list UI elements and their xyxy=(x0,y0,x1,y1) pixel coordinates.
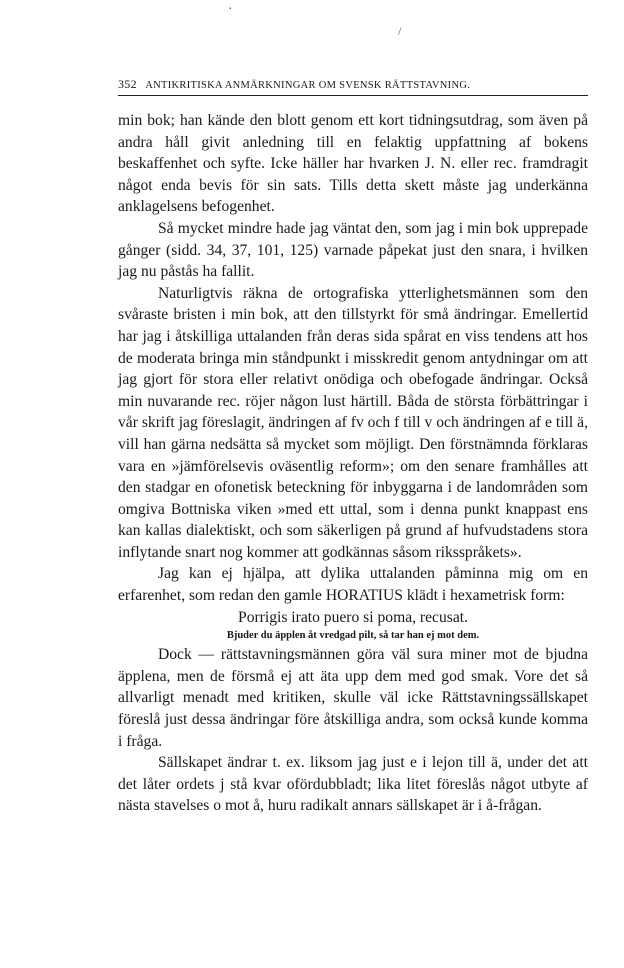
paragraph: min bok; han kände den blott genom ett kort tidningsutdrag, som även på andra håll givit anledning till en felaktig uppfattning af bokens beskaffenhet och syfte. Icke häller har hvarken J. N. eller rec. framdragit något enda bevis för sin sats. Tills detta skett måste jag underkänna anklagelsens befogenhet. xyxy=(118,112,588,216)
page-body xyxy=(118,110,588,817)
scan-dot-mark: · xyxy=(228,2,233,17)
verse-translation: Bjuder du äpplen åt vredgad pilt, så tar han ej mot dem. xyxy=(226,630,480,642)
latin-verse: Porrigis irato puero si poma, recusat. xyxy=(238,608,468,626)
running-header xyxy=(118,77,588,96)
paragraph: Sällskapet ändrar t. ex. liksom jag just e i lejon till ä, under det att det låter ordets j stå kvar ofördubbladt; lika litet föreslås något utbyte af nästa stavelses o mot å, huru radikalt annars sällskapet är i å-frågan. xyxy=(118,754,588,815)
paragraph: Jag kan ej hjälpa, att dylika uttalanden påminna mig om en erfarenhet, som redan den gamle HORATIUS klädt i hexametrisk form: xyxy=(118,565,588,605)
paragraph: Dock — rättstavningsmännen göra väl sura miner mot de bjudna äpplena, men de försmå ej att äta upp dem med god smak. Vore det så allvarligt menadt med kritiken, skulle väl icke Rättstavningssällskapet föreslå just dessa ändringar före åtskilliga andra, som också kunde komma i fråga. xyxy=(118,646,588,750)
paragraph: Så mycket mindre hade jag väntat den, som jag i min bok upprepade gånger (sidd. 34, 37, 101, 125) varnade påpekat just den snara, i hvilken jag nu påstås ha fallit. xyxy=(118,219,588,281)
running-title: ANTIKRITISKA ANMÄRKNINGAR OM SVENSK RÄTTSTAVNING. xyxy=(145,80,471,91)
paragraph: Naturligtvis räkna de ortografiska ytterlighetsmännen som den svåraste bristen i min bok, att den tillstyrkt för små ändringar. Emellertid har jag i åtskilliga uttalanden från deras sida spårat en viss tendens att hos de moderata bringa min ståndpunkt i misskredit genom antydningar om att jag gjort för stora eller relativt onödiga och obefogade ändringar. Också min nuvarande rec. röjer någon lust härtill. Båda de största förbättringar i vår skrift jag föreslagit, ändringen af fv och f till v och ändringen af e till ä, vill han gärna nedsätta så mycket som möjligt. Den förstnämnda förklaras vara en »jämförelsevis oväsentlig reform»; om den senare framhålles att den stadgar en ofonetisk beteckning för inbyggarna i de landområden som omgiva Bottniska viken »med ett uttal, som i denna punkt knappast ens kan kallas dialektiskt, och som säkerligen på grund af hufvudstadens stora inflytande snart nog kommer att godkännas såsom riksspråkets». xyxy=(118,284,588,561)
scan-tick-mark: / xyxy=(398,24,402,38)
page-number: 352 xyxy=(118,77,137,91)
